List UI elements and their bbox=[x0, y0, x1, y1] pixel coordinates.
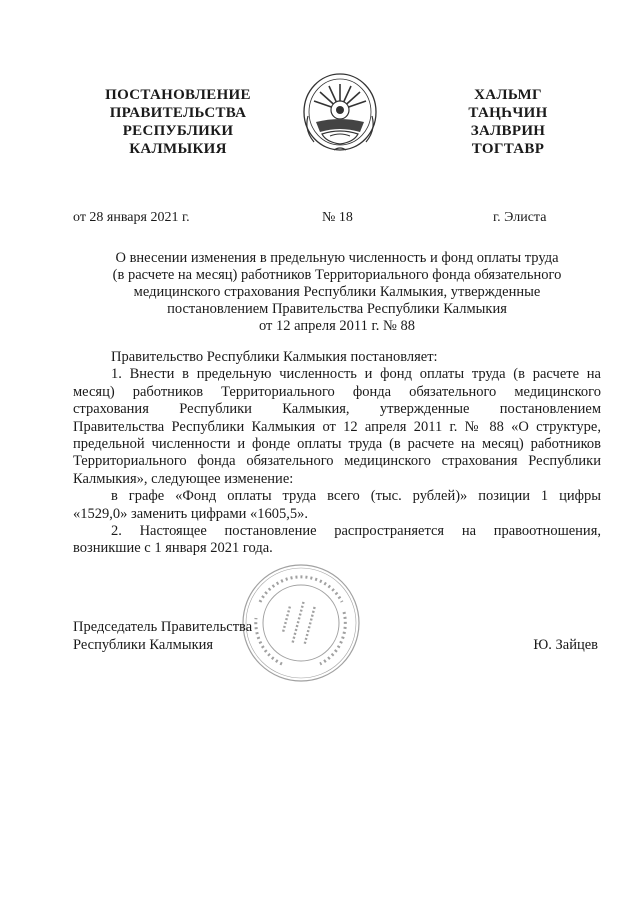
change-paragraph bbox=[73, 488, 601, 523]
title-line: постановлением Правительства Республики Калмыкия bbox=[167, 301, 507, 317]
change-line: в графе «Фонд оплаты труда всего (тыс. рублей)» позиции 1 цифры bbox=[111, 488, 601, 505]
coat-of-arms-emblem-icon bbox=[300, 70, 380, 160]
header-left-line: КАЛМЫКИЯ bbox=[129, 141, 227, 157]
header-right bbox=[448, 86, 568, 158]
signatory-position-line: Председатель Правительства bbox=[73, 619, 253, 635]
title-line: (в расчете на месяц) работников Территориального фонда обязательного bbox=[112, 267, 562, 283]
document-number: № 18 bbox=[322, 210, 353, 225]
header-left-line: ПОСТАНОВЛЕНИЕ bbox=[105, 87, 251, 103]
title-line: медицинского страхования Республики Калмыкия, утвержденные bbox=[133, 284, 541, 300]
item-1-line: предельной численности и фонде оплаты труда (в расчете на месяц) работников bbox=[73, 436, 601, 453]
change-line: «1529,0» заменить цифрами «1605,5». bbox=[73, 505, 309, 522]
signatory-name: Ю. Зайцев bbox=[533, 637, 598, 653]
intro-paragraph: Правительство Республики Калмыкия постановляет: bbox=[111, 349, 438, 365]
item-2-line: 2. Настоящее постановление распространяется на правоотношения, bbox=[111, 523, 601, 540]
item-2-paragraph bbox=[73, 523, 601, 558]
header-right-line: ТОГТАВР bbox=[471, 141, 545, 157]
header-right-line: ХАЛЬМГ bbox=[474, 87, 542, 103]
item-1-line: страхования Республики Калмыкия, утвержденные постановлением bbox=[73, 401, 601, 418]
document-title bbox=[73, 250, 601, 335]
item-1-line: Калмыкия», следующее изменение: bbox=[73, 470, 294, 487]
official-stamp-icon bbox=[240, 562, 362, 684]
document-body bbox=[73, 349, 601, 558]
item-1-line: 1. Внести в предельную численность и фонд оплаты труда (в расчете на bbox=[111, 366, 601, 383]
header-right-line: ЗАЛВРИН bbox=[470, 123, 546, 139]
header-left bbox=[93, 86, 263, 158]
header-right-line: ТАҢҺЧИН bbox=[468, 105, 548, 121]
item-1-line: Правительства Республики Калмыкия от 12 апреля 2011 г. № 88 «О структуре, bbox=[73, 418, 601, 435]
item-2-line: возникшие с 1 января 2021 года. bbox=[73, 540, 273, 557]
document-city: г. Элиста bbox=[493, 210, 547, 225]
header-left-line: ПРАВИТЕЛЬСТВА bbox=[109, 105, 247, 121]
signatory-position bbox=[73, 618, 252, 654]
document-date: от 28 января 2021 г. bbox=[73, 210, 190, 225]
item-1-line: месяц) работников Территориального фонда обязательного медицинского bbox=[73, 383, 601, 400]
item-1-paragraph bbox=[73, 366, 601, 488]
header-left-line: РЕСПУБЛИКИ bbox=[122, 123, 234, 139]
title-line: О внесении изменения в предельную численность и фонд оплаты труда bbox=[115, 250, 559, 266]
item-1-line: Территориального фонда обязательного медицинского страхования Республики bbox=[73, 453, 601, 470]
signatory-position-line: Республики Калмыкия bbox=[73, 637, 214, 653]
title-line: от 12 апреля 2011 г. № 88 bbox=[259, 318, 415, 334]
